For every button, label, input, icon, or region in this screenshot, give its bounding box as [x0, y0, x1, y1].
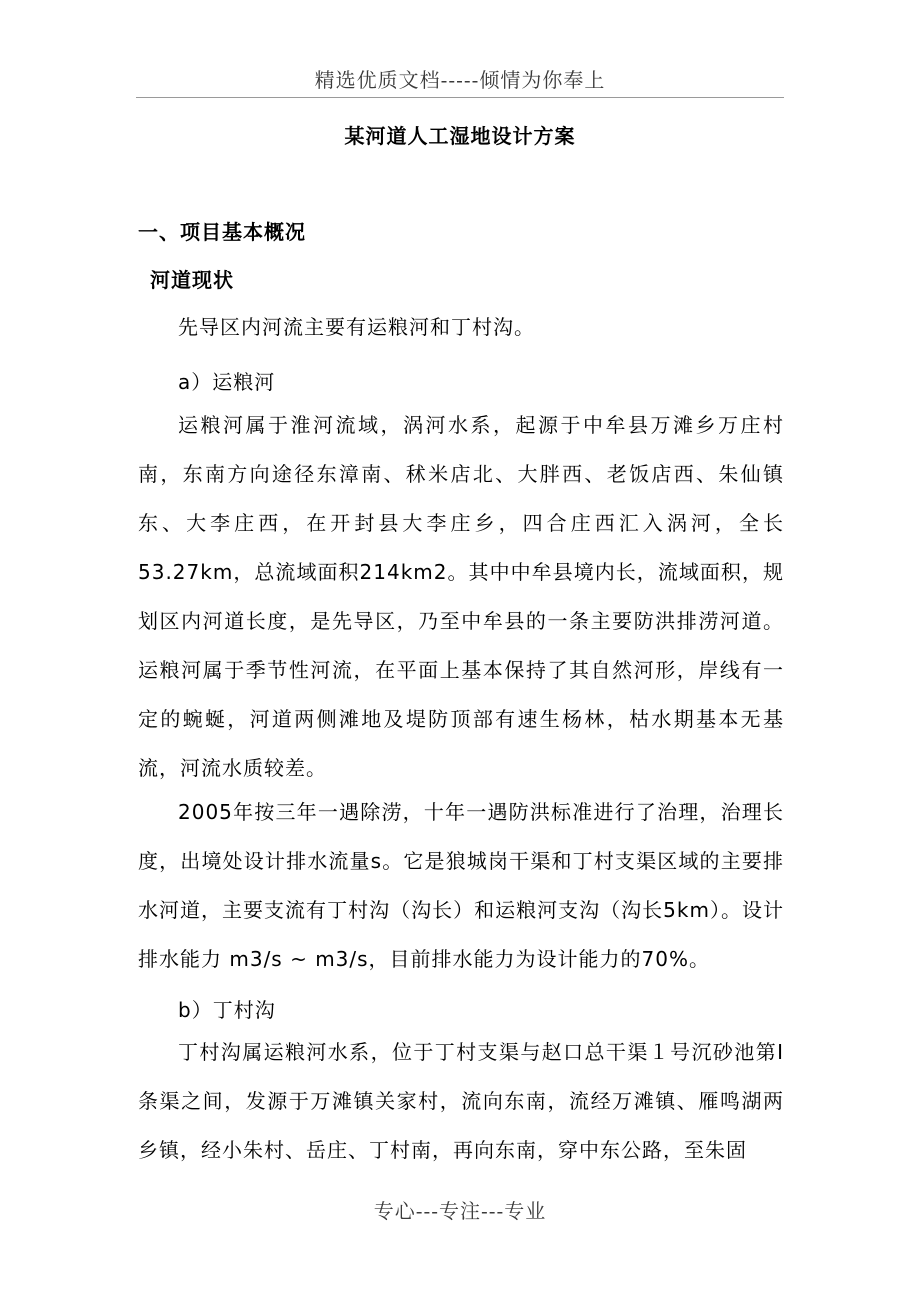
item-b-label: b）丁村沟 [178, 998, 276, 1022]
page-footer: 专心---专注---专业 [373, 1199, 547, 1223]
paragraph-a1: 运粮河属于淮河流域，涡河水系，起源于中牟县万滩乡万庄村南，东南方向途径东漳南、秫米店北、大胖西、老饭店西、朱仙镇东、大李庄西，在开封县大李庄乡，四合庄西汇入涡河，全长53.27km，总流域面积214km2。其中中牟县境内长，流域面积，规划区内河道长度，是先导区，乃至中牟县的一条主要防洪排涝河道。运粮河属于季节性河流，在平面上基本保持了其自然河形，岸线有一定的蜿蜒，河道两侧滩地及堤防顶部有速生杨林，枯水期基本无基流，河流水质较差。 [138, 413, 784, 780]
item-a-label: a）运粮河 [178, 370, 276, 394]
document-title: 某河道人工湿地设计方案 [344, 124, 576, 148]
paragraph-a2: 2005年按三年一遇除涝，十年一遇防洪标准进行了治理，治理长度，出境处设计排水流量s。它是狼城岗干渠和丁村支渠区域的主要排水河道，主要支流有丁村沟（沟长）和运粮河支沟（沟长5km）。设计排水能力 m3/s ~ m3/s，目前排水能力为设计能力的70%。 [138, 800, 784, 971]
section-heading: 一、项目基本概况 [138, 220, 306, 244]
header-divider [136, 97, 784, 98]
page-header: 精选优质文档-----倾情为你奉上 [314, 68, 606, 92]
intro-paragraph: 先导区内河流主要有运粮河和丁村沟。 [178, 315, 535, 339]
paragraph-b1: 丁村沟属运粮河水系，位于丁村支渠与赵口总干渠１号沉砂池第Ⅰ条渠之间，发源于万滩镇关家村，流向东南，流经万滩镇、雁鸣湖两乡镇，经小朱村、岳庄、丁村南，再向东南，穿中东公路，至朱固 [138, 1040, 784, 1162]
sub-heading: 河道现状 [150, 268, 234, 292]
